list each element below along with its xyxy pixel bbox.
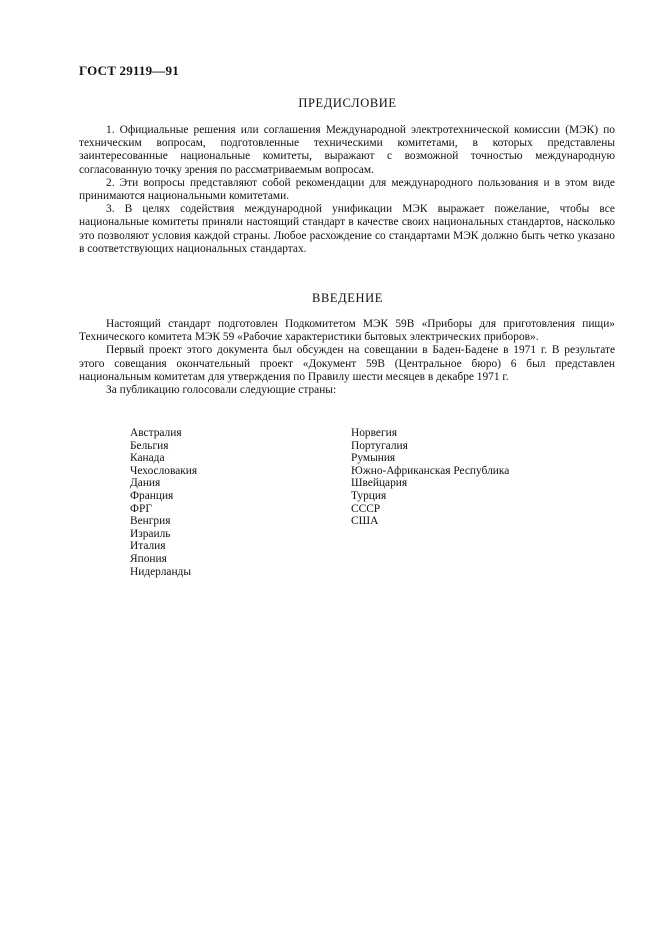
country-item: Нидерланды <box>130 565 192 578</box>
country-item: США <box>351 515 379 528</box>
country-list-left <box>130 427 197 578</box>
foreword-paragraph: 3. В целях содействия международной унификации МЭК выражает пожелание, чтобы все национальные комитеты приняли настоящий стандарт в качестве своих национальных стандартов, насколько это позволяют условия каждой страны. Любое расхождение со стандартами МЭК должно быть четко указано в соответствующих национальных стандартах. <box>79 203 615 255</box>
country-item: Португалия <box>351 439 408 452</box>
introduction-text <box>79 318 615 397</box>
foreword-paragraph: 1. Официальные решения или соглашения Международной электротехнической комиссии (МЭК) по техническим вопросам, подготовленные техническими комитетами, в которых представлены заинтересованные национальные комитеты, выражают с возможной точностью международную согласованную точку зрения по рассматриваемым вопросам. <box>79 124 615 176</box>
country-item: Канада <box>130 452 165 465</box>
foreword-paragraph: 2. Эти вопросы представляют собой рекомендации для международного пользования и в этом виде принимаются национальными комитетами. <box>79 176 615 203</box>
country-list-right <box>351 427 509 528</box>
country-item: Франция <box>130 489 174 502</box>
country-item: Турция <box>351 489 387 502</box>
introduction-paragraph: За публикацию голосовали следующие страны: <box>106 384 337 397</box>
document-id: ГОСТ 29119—91 <box>79 63 179 78</box>
country-item: Япония <box>130 552 167 565</box>
foreword-text <box>79 124 615 256</box>
introduction-paragraph: Первый проект этого документа был обсужден на совещании в Баден-Бадене в 1971 г. В результате этого совещания окончательный проект «Документ 59В (Центральное бюро) 6 был представлен национальным комитетам для утверждения по Правилу шести месяцев в декабре 1971 г. <box>79 344 615 383</box>
introduction-title: ВВЕДЕНИЕ <box>312 291 383 305</box>
country-item: Норвегия <box>351 427 397 439</box>
country-item: Бельгия <box>130 439 169 452</box>
country-item: Чехословакия <box>130 464 198 477</box>
country-item: Израиль <box>130 527 171 540</box>
country-item: Австралия <box>130 427 182 439</box>
country-item: СССР <box>351 502 381 515</box>
country-item: Италия <box>130 540 166 553</box>
country-item: Венгрия <box>130 515 171 528</box>
introduction-paragraph: Настоящий стандарт подготовлен Подкомитетом МЭК 59В «Приборы для приготовления пищи» Технического комитета МЭК 59 «Рабочие характеристики бытовых электрических приборов». <box>79 318 615 344</box>
foreword-title: ПРЕДИСЛОВИЕ <box>298 96 397 110</box>
country-item: Южно-Африканская Республика <box>351 464 510 477</box>
country-item: ФРГ <box>130 502 152 515</box>
country-item: Швейцария <box>351 477 408 490</box>
country-item: Дания <box>130 477 161 490</box>
country-item: Румыния <box>351 452 396 465</box>
